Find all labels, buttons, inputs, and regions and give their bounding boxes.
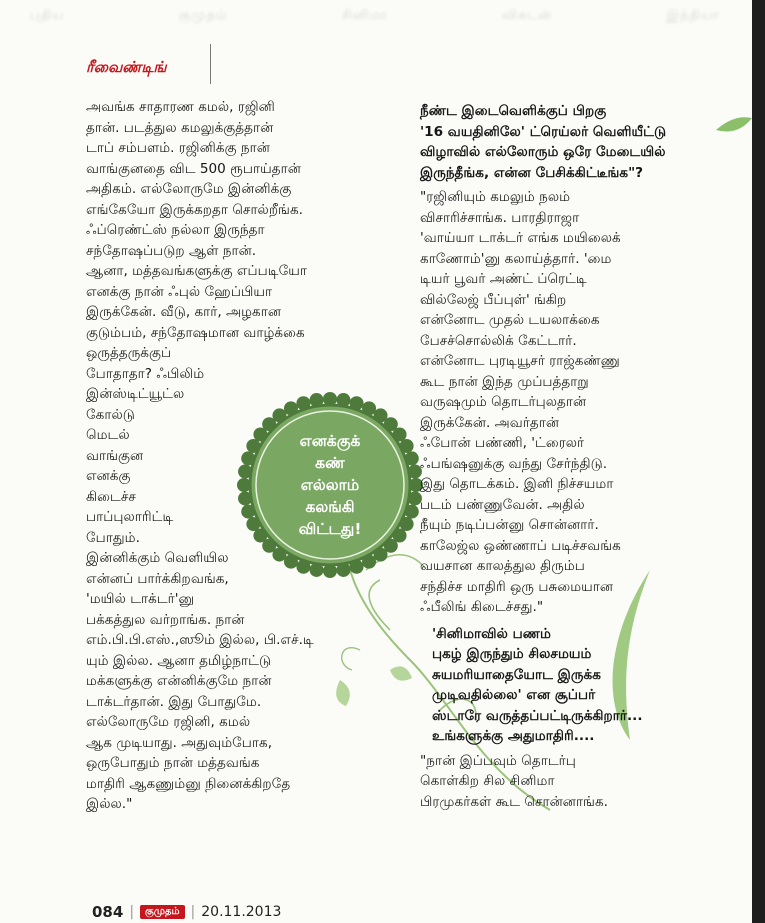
answer-line: 'வாய்யா டாக்டர் எங்க மயிலைக் <box>420 230 621 246</box>
issue-date: 20.11.2013 <box>201 904 282 920</box>
brand-logo: குமுதம் <box>140 905 185 919</box>
answer-line: இருக்கேன். அவர்தான் <box>420 414 560 431</box>
answer-line: கொள்கிற சில சினிமா <box>420 773 555 789</box>
faded-item: இந்தியா <box>666 8 720 23</box>
text-line: ஒருபோதும் நான் மத்தவங்க <box>86 755 260 771</box>
question-line: இருந்தீங்க, என்ன பேசிக்கிட்டீங்க"? <box>420 164 644 181</box>
faded-item: விகடன் <box>502 8 553 23</box>
question-line: ஸ்டாரே வருத்தப்பட்டிருக்கிறார்... <box>432 707 643 724</box>
text-line: இருக்கேன். வீடு, கார், அழகான <box>86 304 282 320</box>
text-line: என்னப் பார்க்கிறவங்க, <box>86 570 229 587</box>
faded-item: புதிய <box>30 8 65 23</box>
answer-line: விசாரிச்சாங்க. பாரதிராஜா <box>420 209 580 226</box>
answer-block <box>420 187 666 618</box>
text-line: சந்தோஷப்படுற ஆள் நான். <box>86 242 257 259</box>
text-line: வாங்குனதை விட 500 ரூபாய்தான் <box>86 160 301 177</box>
leaf-decoration-icon <box>716 112 752 142</box>
faded-header-strip <box>30 8 720 32</box>
question-line: விழாவில் எல்லோரும் ஒரே மேடையில் <box>420 144 666 160</box>
text-line: கிடைச்ச <box>86 488 136 505</box>
answer-line: "ரஜினியும் கமலும் நலம் <box>420 189 571 205</box>
question-block <box>420 101 666 183</box>
answer-line: நீயும் நடிப்பன்னு சொன்னார். <box>420 517 599 533</box>
pull-quote-line: கண் <box>315 454 345 472</box>
answer-line: படம் பண்ணுவேன். அதில் <box>420 496 585 513</box>
text-line: இல்ல." <box>86 796 133 812</box>
question-line: நீண்ட இடைவெளிக்குப் பிறகு <box>420 103 607 119</box>
text-line: பக்கத்துல வர்றாங்க. நான் <box>86 611 245 628</box>
answer-line: வருஷமும் தொடர்புலதான் <box>420 394 587 410</box>
question-line: 'சினிமாவில் பணம் <box>432 625 551 642</box>
text-line: யும் இல்ல. ஆனா தமிழ்நாட்டு <box>86 652 272 669</box>
answer-line: வயசான காலத்துல திரும்ப <box>420 558 585 574</box>
answer-line: பேசச்சொல்லிக் கேட்டார். <box>420 332 577 349</box>
text-line: மெடல் <box>86 427 130 443</box>
faded-item: குமுதம் <box>178 8 228 23</box>
page-edge <box>752 0 765 923</box>
answer-line: ஃபங்ஷனுக்கு வந்து சேர்ந்திடு. <box>420 455 608 472</box>
pull-quote-line: எல்லாம் <box>300 476 360 494</box>
answer-line: இது தொடக்கம். இனி நிச்சயமா <box>420 476 614 492</box>
text-line: ஃப்ரெண்ட்ஸ் நல்லா இருந்தா <box>86 222 265 238</box>
text-line: கோல்டு <box>86 406 135 423</box>
text-line: அவங்க சாதாரண கமல், ரஜினி <box>86 99 275 115</box>
answer-line: "நான் இப்பவும் தொடர்பு <box>420 752 576 769</box>
answer-line: காணோம்'னு கலாய்த்தார். 'மை <box>420 250 612 267</box>
text-line: போதாதா? ஃபிலிம் <box>86 365 205 382</box>
text-line: எனக்கு நான் ஃபுல் ஹேப்பியா <box>86 283 273 300</box>
section-divider <box>210 44 211 84</box>
faded-item: சினிமா <box>341 8 388 23</box>
pull-quote-line: விட்டது! <box>298 520 362 538</box>
text-line: இன்னிக்கும் வெளியில <box>86 550 229 566</box>
answer-line: ஃபோன் பண்ணி, 'ட்ரைலர் <box>420 435 585 451</box>
answer-line: என்னோட புரடியூசர் ராஜ்கண்ணு <box>420 353 620 369</box>
footer-divider: | <box>190 904 196 920</box>
page-footer <box>92 903 281 921</box>
section-title: ரீவைண்டிங் <box>86 58 167 76</box>
answer-line: வில்லேஜ் பீப்புள்' ங்கிற <box>420 291 567 308</box>
text-line: ஆனா, மத்தவங்களுக்கு எப்படியோ <box>86 263 307 279</box>
text-line: 'மயில் டாக்டர்'னு <box>86 591 195 607</box>
question-line: உங்களுக்கு அதுமாதிரி.... <box>432 728 595 744</box>
question-line: முடிவதில்லை' என சூப்பர் <box>432 687 596 703</box>
answer-line: என்னோட முதல் டயலாக்கை <box>420 312 600 328</box>
question-block-2 <box>420 624 666 747</box>
text-line: எனக்கு <box>86 468 131 484</box>
text-line: குடும்பம், சந்தோஷமான வாழ்க்கை <box>86 324 305 341</box>
text-line: தான். படத்துல கமலுக்குத்தான் <box>86 119 274 136</box>
question-line: புகழ் இருந்தும் சிலசமயம் <box>432 646 592 662</box>
text-line: டாப் சம்பளம். ரஜினிக்கு நான் <box>86 140 270 156</box>
text-line: வாங்குன <box>86 447 144 464</box>
answer-line: சந்திச்ச மாதிரி ஒரு பசுமையான <box>420 578 614 595</box>
answer-line: பிரமுகர்கள் கூட சொன்னாங்க. <box>420 793 608 810</box>
answer-line: ஃபீலிங் கிடைச்சது." <box>420 599 544 615</box>
text-line: மாதிரி ஆகணும்னு நினைக்கிறதே <box>86 775 291 792</box>
text-line: பாப்புலாரிட்டி <box>86 509 174 525</box>
text-line: எல்லோருமே ரஜினி, கமல் <box>86 714 251 730</box>
answer-line: கூட நான் இந்த முப்பத்தாறு <box>420 373 589 390</box>
pull-quote-line: கலங்கி <box>305 498 355 516</box>
text-line: எங்கேயோ இருக்கறதா சொல்றீங்க. <box>86 201 303 218</box>
page-number: 084 <box>92 903 124 921</box>
footer-divider: | <box>129 904 135 920</box>
answer-line: காலேஜ்ல ஒண்ணாப் படிச்சவங்க <box>420 537 621 554</box>
question-line: சுயமரியாதையோட இருக்க <box>432 666 601 683</box>
question-line: '16 வயதினிலே' ட்ரெய்லர் வெளியீட்டு <box>420 123 667 140</box>
right-column <box>420 101 666 812</box>
left-column <box>86 97 314 815</box>
text-line: ஒருத்தருக்குப் <box>86 345 172 361</box>
text-line: எம்.பி.பி.எஸ்.,ஸூம் இல்ல, பி.எச்.டி <box>86 632 314 648</box>
answer-line: டியர் பூவர் அண்ட் ப்ரெட்டி <box>420 271 587 287</box>
text-line: மக்களுக்கு என்னிக்குமே நான் <box>86 673 272 689</box>
text-line: இன்ஸ்டிட்யூட்ல <box>86 386 185 402</box>
answer-block-2 <box>420 751 666 813</box>
text-line: போதும். <box>86 529 140 546</box>
text-line: டாக்டர்தான். இது போதுமே. <box>86 693 262 710</box>
text-line: ஆக முடியாது. அதுவும்போக, <box>86 734 273 751</box>
text-line: அதிகம். எல்லோருமே இன்னிக்கு <box>86 181 292 197</box>
pull-quote-line: எனக்குக் <box>299 432 361 450</box>
